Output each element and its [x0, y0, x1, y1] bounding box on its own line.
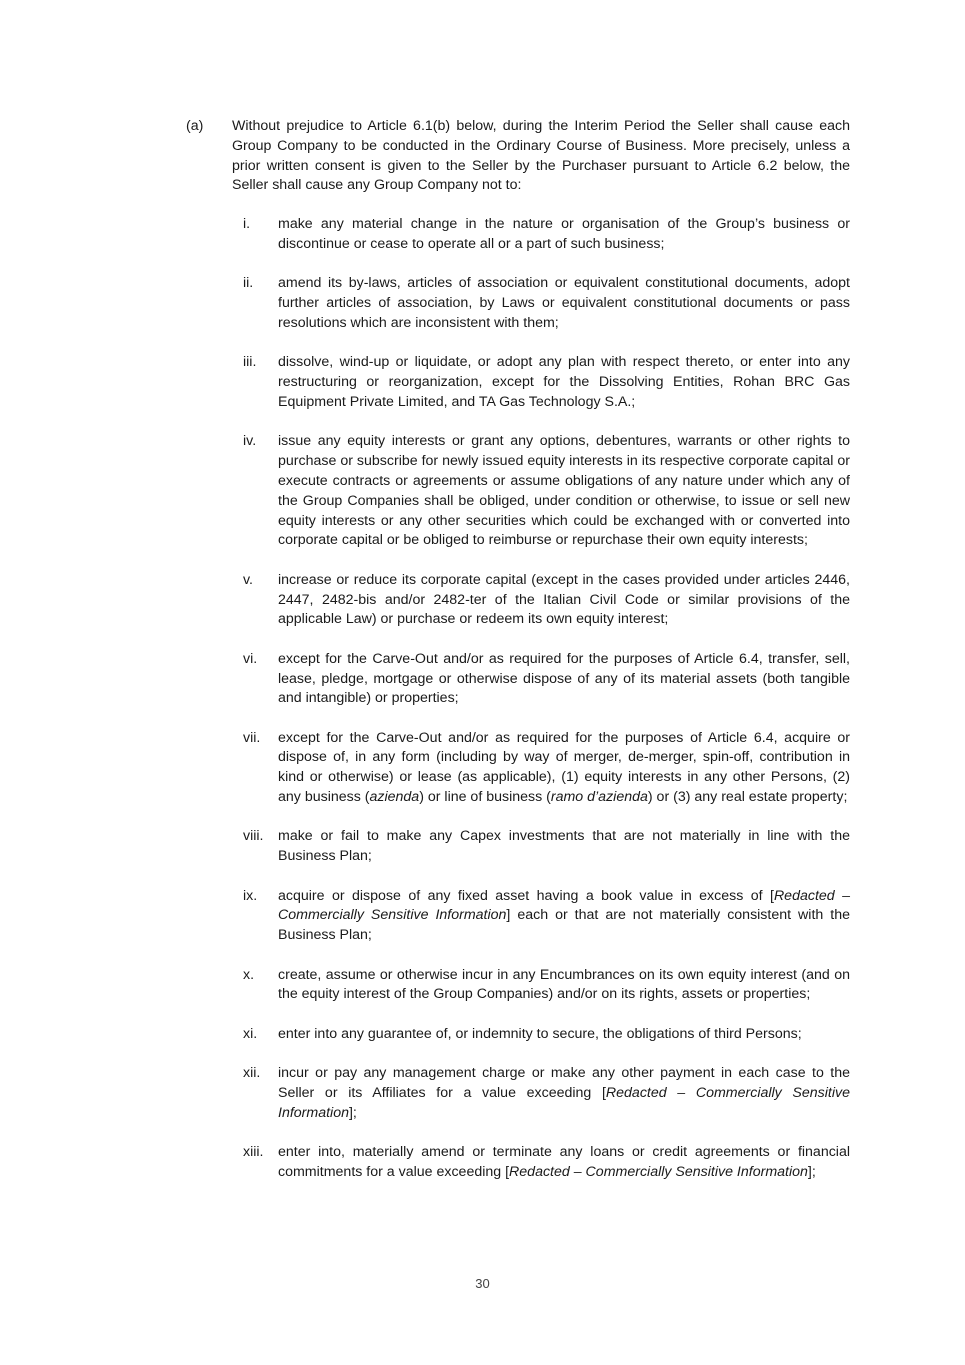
clause-label: (a) — [186, 118, 204, 134]
list-item-text — [278, 1025, 850, 1045]
list-item — [186, 887, 850, 946]
text-run: enter into any guarantee of, or indemnity to secure, the obligations of third Persons; — [278, 1025, 802, 1042]
clause-item-list — [186, 215, 850, 1183]
italic-text: azienda — [369, 789, 420, 806]
list-item-number: v. — [243, 571, 253, 588]
list-item-number: xi. — [243, 1025, 258, 1042]
text-run: except for the Carve-Out and/or as required for the purposes of Article 6.4, acquire or dispose of, in any form (including by way of merger, de-merger, spin-off, contribution in kind or otherwise) or lease (as applicable), (1) equity interests in any other Persons, (2) any business ( — [278, 729, 850, 806]
clause-a — [186, 117, 850, 1202]
text-run: ] each or that are not materially consistent with the Business Plan; — [278, 907, 850, 944]
list-item — [186, 1064, 850, 1123]
clause-text: Without prejudice to Article 6.1(b) below, during the Interim Period the Seller shall cause each Group Company to be conducted in the Ordinary Course of Business. More precisely, unless a prior written consent is given to the Seller by the Purchaser pursuant to Article 6.2 below, the Seller shall cause any Group Company not to: — [232, 118, 850, 194]
list-item-text — [278, 571, 850, 630]
list-item-number: ix. — [243, 887, 258, 904]
list-item-text — [278, 729, 850, 808]
page-number: 30 — [475, 1276, 490, 1291]
list-item-number: xii. — [243, 1065, 261, 1082]
text-run: ) or line of business ( — [419, 789, 551, 806]
list-item-number: iv. — [243, 433, 257, 450]
text-run: make any material change in the nature or organisation of the Group’s business or discontinue or cease to operate all or a part of such business; — [278, 216, 850, 252]
list-item-number: vi. — [243, 650, 258, 667]
text-run: acquire or dispose of any fixed asset having a book value in excess of [ — [278, 887, 774, 904]
text-run: enter into, materially amend or terminate any loans or credit agreements or financial commitments for a value exceeding [ — [278, 1144, 850, 1180]
list-item — [186, 1143, 850, 1183]
list-item — [186, 966, 850, 1006]
italic-text: Redacted – Commercially Sensitive Information — [509, 1164, 808, 1180]
list-item — [186, 432, 850, 551]
list-item-text — [278, 650, 850, 709]
list-item-text — [278, 887, 850, 946]
list-item-number: iii. — [243, 354, 257, 371]
text-run: amend its by-laws, articles of association or equivalent constitutional documents, adopt further articles of association, by Laws or equivalent constitutional documents or pass resolutions which are inconsistent with them; — [278, 275, 850, 331]
list-item-number: ii. — [243, 275, 254, 292]
list-item — [186, 274, 850, 333]
list-item — [186, 215, 850, 255]
text-run: make or fail to make any Capex investments that are not materially in line with the Business Plan; — [278, 828, 850, 865]
list-item-text — [278, 274, 850, 333]
list-item-text — [278, 353, 850, 412]
list-item — [186, 353, 850, 412]
list-item — [186, 650, 850, 709]
text-run: create, assume or otherwise incur in any Encumbrances on its own equity interest (and on the equity interest of the Group Companies) and/or on its rights, assets or properties; — [278, 966, 850, 1003]
list-item-number: i. — [243, 216, 251, 233]
list-item-text — [278, 966, 850, 1006]
list-item-number: viii. — [243, 828, 264, 845]
list-item — [186, 827, 850, 867]
italic-text: ramo d’azienda — [550, 789, 648, 806]
text-run: ]; — [348, 1104, 357, 1121]
text-run: except for the Carve-Out and/or as required for the purposes of Article 6.4, transfer, sell, lease, pledge, mortgage or otherwise dispose of any of its material assets (both tangible and intangible) or properties; — [278, 650, 850, 707]
list-item-text — [278, 215, 850, 255]
list-item-text — [278, 1064, 850, 1123]
italic-text: Redacted – Commercially Sensitive Information — [278, 887, 850, 924]
list-item — [186, 1025, 850, 1045]
text-run: incur or pay any management charge or make any other payment in each case to the Seller or its Affiliates for a value exceeding [ — [278, 1065, 850, 1102]
text-run: ]; — [807, 1164, 816, 1180]
list-item-text — [278, 827, 850, 867]
list-item — [186, 729, 850, 808]
list-item-text — [278, 432, 850, 551]
text-run: issue any equity interests or grant any options, debentures, warrants or other rights to purchase or subscribe for newly issued equity interests in its respective corporate capital or execute contracts or agreements or assume obligations of any nature under which any of the Group Companies shall be obliged, under condition or otherwise, to issue or sell new equity interests or any other securities which could be exchanged with or converted into corporate capital or be obliged to reimburse or repurchase their own equity interests; — [278, 433, 850, 549]
list-item-text — [278, 1143, 850, 1183]
list-item-number: vii. — [243, 729, 261, 746]
italic-text: Redacted – Commercially Sensitive Information — [278, 1085, 850, 1121]
list-item — [186, 571, 850, 630]
text-run: ) or (3) any real estate property; — [647, 789, 848, 806]
text-run: dissolve, wind-up or liquidate, or adopt any plan with respect thereto, or enter into any restructuring or reorganization, except for the Dissolving Entities, Rohan BRC Gas Equipment Private Limited, and TA Gas Technology S.A.; — [278, 354, 850, 410]
text-run: increase or reduce its corporate capital (except in the cases provided under articles 2446, 2447, 2482-bis and/or 2482-ter of the Italian Civil Code or similar provisions of the applicable Law) or purchase or redeem its own equity interest; — [278, 571, 850, 628]
list-item-number: xiii. — [243, 1144, 264, 1161]
list-item-number: x. — [243, 966, 255, 983]
